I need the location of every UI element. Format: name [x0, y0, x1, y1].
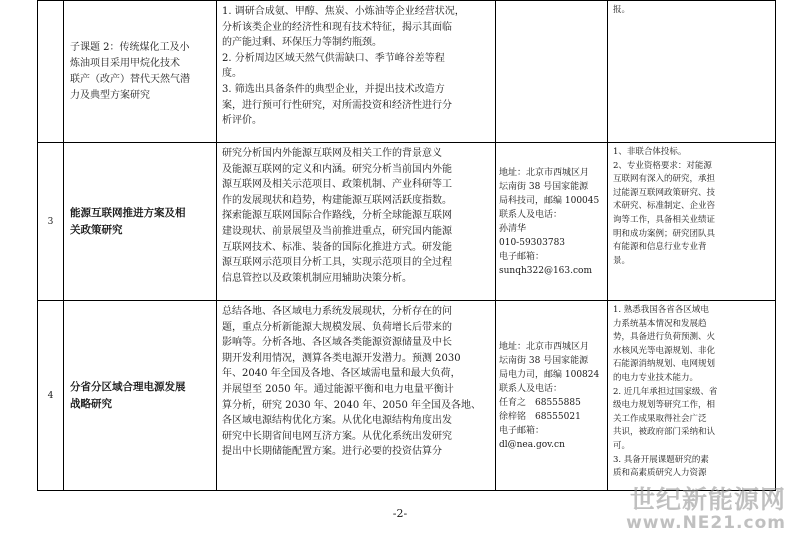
contact-info — [496, 166, 607, 278]
content-line: 及能源互联网的定义和内涵。研究分析当前国内外能 — [222, 163, 452, 175]
req-line: 互联网有深入的研究，承担 — [613, 174, 716, 185]
contact-email: dl@nea.gov.cn — [499, 439, 565, 450]
contact-phone: 010-59303783 — [499, 237, 566, 248]
req-line: 有能源和信息行业专业背 — [613, 242, 707, 253]
content-cell — [217, 143, 496, 301]
content-line: 各区域电源结构优化方案。从优化电源结构角度出发 — [222, 415, 452, 427]
requirements-text — [608, 301, 775, 484]
content-line: 算分析，研究 2030 年、2040 年、2050 年全国及各地、 — [222, 399, 482, 411]
req-line: 1. 熟悉我国各省各区域电 — [613, 305, 709, 315]
contact-cell — [496, 301, 608, 491]
row-number: 3 — [47, 216, 54, 227]
content-line: 研究中长期省间电网互济方案。从优化系统出发研究 — [222, 430, 452, 442]
research-content — [217, 301, 495, 463]
contact-info — [496, 340, 607, 452]
req-line: 询等工作，具备相关业绩证 — [613, 214, 716, 225]
content-cell — [217, 301, 496, 491]
contact-line: 局科技司，邮编 100045 — [499, 195, 600, 206]
title-line: 子课题 2：传统煤化工及小 — [70, 41, 190, 53]
content-line: 提出中长期储能配置方案。进行必要的投资估算分 — [222, 446, 442, 458]
content-line: 源互联网示范项目分析工具，实现示范项目的全过程 — [222, 257, 452, 269]
content-line: 信息管控以及政策机制应用辅助决策分析。 — [222, 272, 412, 284]
watermark-brand: 世纪新能源网 — [629, 485, 786, 514]
requirements-cell — [608, 1, 776, 143]
title-line: 力及典型方案研究 — [70, 89, 150, 101]
requirements-cell — [608, 143, 776, 301]
topic-title — [64, 40, 216, 104]
table-row — [38, 1, 776, 143]
contact-line: 地址：北京市西城区月 — [499, 341, 590, 352]
row-number-cell — [38, 143, 64, 301]
content-line: 1. 调研合成氨、甲醇、焦炭、小炼油等企业经营状况， — [222, 6, 465, 17]
req-line: 的电力专业技术能力。 — [613, 372, 699, 383]
content-line: 3. 筛选出具备条件的典型企业，并提出技术改造方 — [222, 83, 445, 95]
req-line: 3. 具备开展课题研究的素 — [613, 454, 709, 465]
req-line: 可。 — [613, 440, 631, 451]
requirements-text — [608, 1, 775, 21]
content-line: 研究分析国内外能源互联网及相关工作的背景意义 — [222, 148, 442, 159]
watermark-url: www.NE21.com — [626, 513, 786, 533]
content-line: 的产能过剩、环保压力等制约瓶颈。 — [222, 37, 382, 49]
topic-title — [64, 379, 216, 413]
title-cell — [64, 1, 217, 143]
row-number-cell — [38, 1, 64, 143]
content-line: 建设现状、前景展望及当前推进重点，研究国内能源 — [222, 225, 452, 237]
contact-cell — [496, 1, 608, 143]
content-line: 题，重点分析新能源大规模发展、负荷增长后带来的 — [222, 321, 452, 333]
content-line: 并展望至 2050 年。通过能源平衡和电力电量平衡计 — [222, 383, 454, 395]
title-line: 炼油项目采用甲烷化技术 — [70, 57, 180, 69]
contact-phone: 任育之 68555885 — [499, 397, 581, 408]
content-cell — [217, 1, 496, 143]
content-line: 析评价。 — [222, 115, 262, 127]
req-line: 明和成功案例；研究团队具 — [613, 228, 716, 239]
req-line: 水核风光等电源规划、非化 — [613, 345, 716, 356]
title-line: 能源互联网推进方案及相 — [70, 206, 186, 219]
row-number: 4 — [47, 390, 54, 401]
contact-line: 局电力司，邮编 100824 — [499, 369, 600, 380]
project-table — [37, 0, 776, 491]
content-line: 案，进行预可行性研究，对所需投资和经济性进行分 — [222, 99, 452, 111]
req-line: 景。 — [613, 255, 631, 266]
contact-line: 坛南街 38 号国家能源 — [499, 181, 589, 192]
contact-line: 联系人及电话： — [499, 209, 563, 220]
research-content — [217, 1, 495, 132]
content-line: 互联网技术、标准、装备的国际化推进方式。研发能 — [222, 241, 452, 253]
req-line: 报。 — [613, 5, 631, 15]
title-line: 联产（改产）替代天然气潜 — [70, 73, 190, 85]
title-line: 分省分区域合理电源发展 — [70, 380, 186, 393]
req-line: 2. 近几年承担过国家级、省 — [613, 386, 718, 397]
req-line: 关工作成果取得社会广泛 — [613, 413, 707, 424]
req-line: 势，具备进行负荷预测、火 — [613, 332, 716, 343]
content-line: 影响等。分析各地、各区域各类能源资源储量及中长 — [222, 337, 452, 349]
row-number-cell — [38, 301, 64, 491]
contact-line: 联系人及电话： — [499, 383, 563, 394]
contact-name: 孙清华 — [499, 223, 527, 234]
page-number: -2- — [392, 507, 408, 520]
contact-line: 地址：北京市西城区月 — [499, 167, 590, 178]
contact-cell — [496, 143, 608, 301]
title-cell — [64, 301, 217, 491]
topic-title — [64, 205, 216, 239]
req-line: 2、专业资格要求：对能源 — [613, 160, 712, 171]
requirements-cell — [608, 301, 776, 491]
title-line: 战略研究 — [70, 397, 112, 410]
content-line: 期开发利用情况，测算各类电源开发潜力。预测 2030 — [222, 352, 461, 364]
research-content — [217, 143, 495, 289]
contact-line: 坛南街 38 号国家能源 — [499, 355, 589, 366]
title-cell — [64, 143, 217, 301]
req-line: 质和高素质研究人力资源 — [613, 468, 707, 479]
content-line: 度。 — [222, 68, 242, 80]
content-line: 分析该类企业的经济性和现有技术特征，揭示其面临 — [222, 21, 452, 33]
content-line: 年、2040 年全国及各地、各区域需电量和最大负荷， — [222, 368, 461, 380]
contact-line: 电子邮箱： — [499, 425, 545, 436]
req-line: 力系统基本情况和发展趋 — [613, 318, 707, 329]
req-line: 术研究、标准制定、企业咨 — [613, 201, 716, 212]
title-line: 关政策研究 — [70, 223, 123, 236]
contact-line: 电子邮箱： — [499, 251, 545, 262]
content-line: 2. 分析周边区域天然气供需缺口、季节峰谷差等程 — [222, 52, 445, 64]
req-line: 级电力规划等研究工作，相 — [613, 400, 716, 411]
req-line: 过能源互联网政策研究、技 — [613, 187, 716, 198]
req-line: 石能源消纳规划、电网规划 — [613, 359, 716, 370]
req-line: 共识，被政府部门采纳和认 — [613, 427, 716, 438]
content-line: 作的发展现状和趋势，构建能源互联网活跃度指数。 — [222, 194, 452, 206]
watermark — [626, 486, 786, 532]
contact-email: sunqh322@163.com — [499, 265, 592, 276]
req-line: 1、非联合体投标。 — [613, 147, 687, 157]
contact-phone: 徐梓铭 68555021 — [499, 411, 581, 422]
content-line: 总结各地、各区域电力系统发展现状，分析存在的问 — [222, 306, 452, 317]
content-line: 源互联网及相关示范项目、政策机制、产业科研等工 — [222, 179, 452, 191]
table-row — [38, 301, 776, 491]
requirements-text — [608, 143, 775, 271]
content-line: 探索能源互联网国际合作路线，分析全球能源互联网 — [222, 210, 452, 222]
table-row — [38, 143, 776, 301]
